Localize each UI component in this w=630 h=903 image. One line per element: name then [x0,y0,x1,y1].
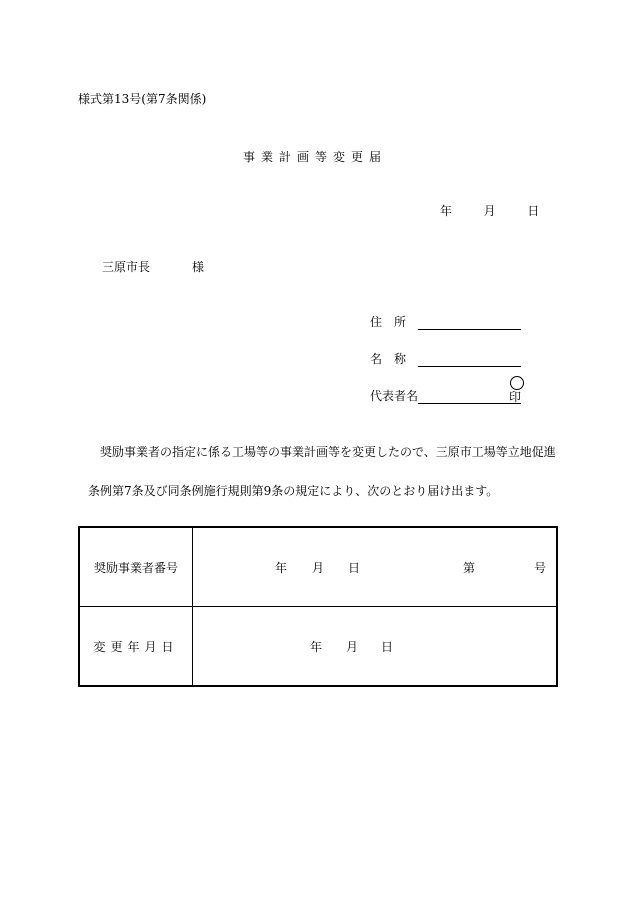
row2-year: 年 [310,640,323,654]
addressee [102,258,204,275]
change-date-label: 変更年月日 [79,607,193,687]
representative-field-row [370,387,521,404]
row1-month: 月 [312,561,325,575]
address-label: 住 所 [370,315,407,329]
company-name-label: 名 称 [370,352,407,366]
change-date-cell[interactable] [193,607,558,687]
row2-day: 日 [381,640,394,654]
body-paragraph-line2: 条例第7条及び同条例施行規則第9条の規定により、次のとおり届け出ます。 [88,484,499,498]
row1-year: 年 [275,561,288,575]
row1-number-prefix: 第 [463,561,476,575]
addressee-name: 三原市長 [102,260,151,274]
body-paragraph-line1: 奨励事業者の指定に係る工場等の事業計画等を変更したので、三原市工場等立地促進 [100,445,556,459]
table-row [79,527,557,607]
company-name-input-line[interactable] [418,352,521,367]
address-field-row [370,313,521,330]
form-number-label: 様式第13号(第7条関係) [78,92,207,106]
registration-table [78,526,558,687]
date-year-label: 年 [440,204,453,218]
row2-month: 月 [346,640,359,654]
incentive-number-label: 奨励事業者番号 [79,527,193,607]
seal-circle-icon [510,376,524,390]
document-title: 事業計画等変更届 [242,150,387,164]
row1-day: 日 [348,561,361,575]
table-row [79,607,557,687]
submission-date [440,202,539,219]
representative-input-line[interactable] [418,389,521,404]
date-day-label: 日 [527,204,540,218]
date-month-label: 月 [483,204,496,218]
representative-label: 代表者名 [370,389,419,403]
row1-number-suffix: 号 [534,561,547,575]
company-name-field-row [370,350,521,367]
addressee-honorific: 様 [192,260,205,274]
address-input-line[interactable] [418,315,521,330]
seal-mark-label: 印 [508,390,521,404]
incentive-number-cell[interactable] [193,527,558,607]
